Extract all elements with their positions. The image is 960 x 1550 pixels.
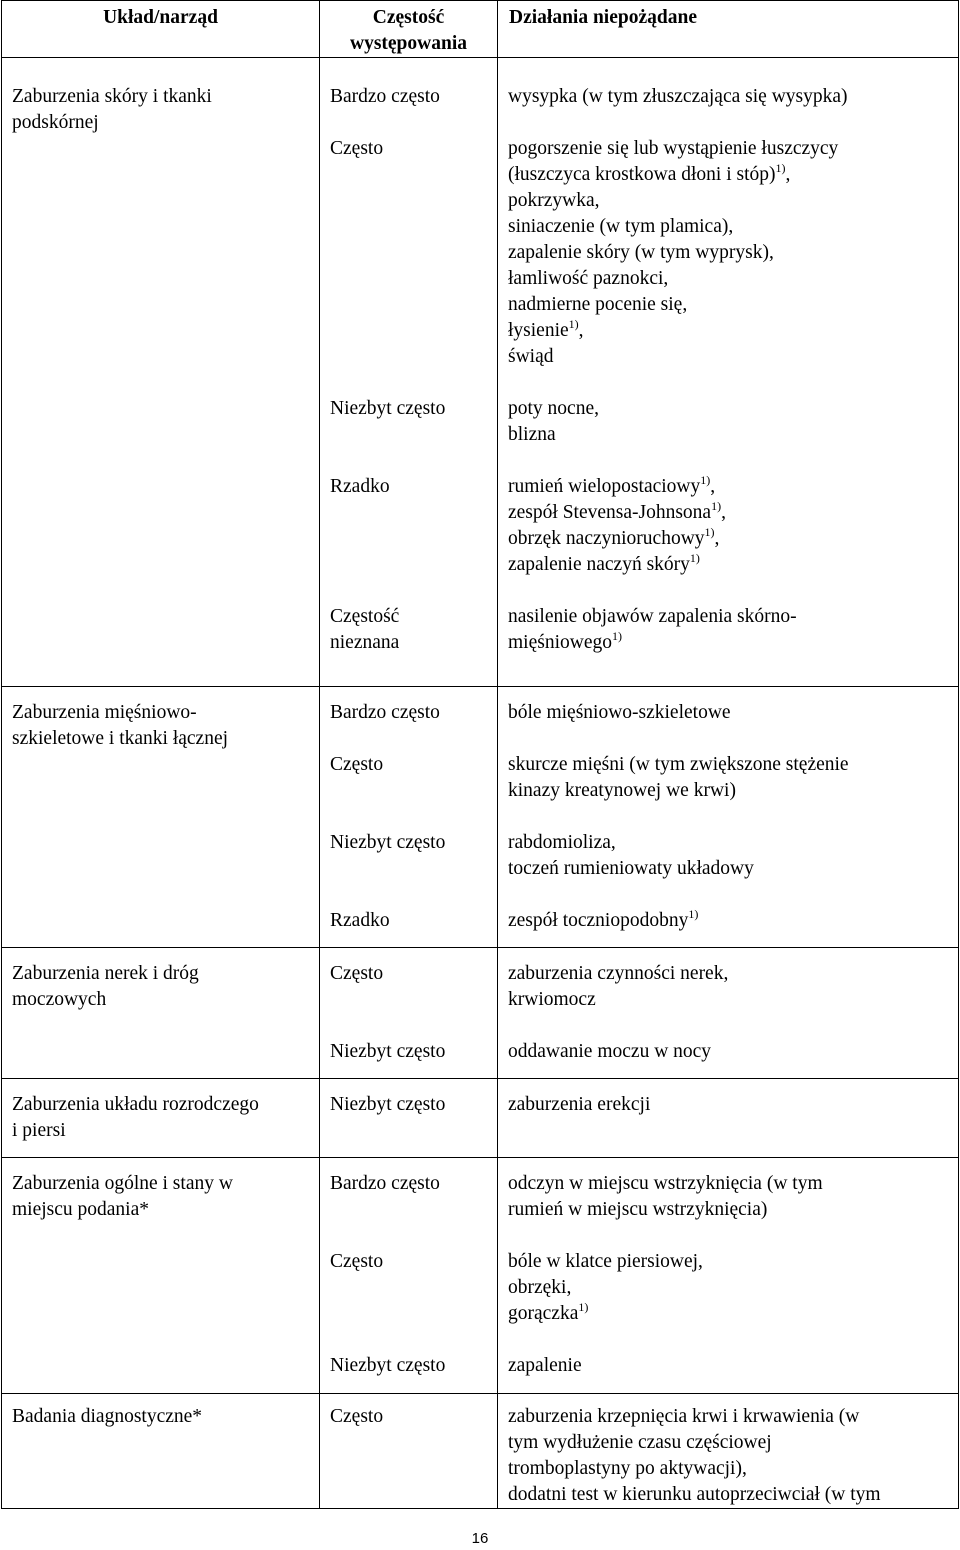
frequency-group [320, 84, 497, 110]
frequency-label: nieznana [330, 632, 400, 653]
adverse-effect-line: dodatni test w kierunku autoprzeciwciał (w tym [508, 1484, 881, 1505]
adverse-effect-line: obrzęk naczynioruchowy$^{1)}$, [508, 525, 720, 549]
organ-system-cell [2, 1394, 320, 1509]
effects-cell [498, 1394, 959, 1509]
effects-group [498, 474, 958, 578]
frequency-label: Bardzo często [330, 86, 440, 107]
organ-system-line: Zaburzenia nerek i dróg [12, 963, 199, 984]
adverse-effect-line: pogorszenie się lub wystąpienie łuszczycy [508, 138, 839, 159]
table-row [2, 1079, 959, 1158]
adverse-effect-line: zaburzenia krzepnięcia krwi i krwawienia (w [508, 1406, 860, 1427]
adverse-effect-line: rumień wielopostaciowy$^{1)}$, [508, 473, 716, 497]
adverse-effect-line: zespół toczniopodobny$^{1)}$ [508, 907, 699, 931]
footnote-marker: 1) [700, 473, 711, 487]
effects-group [498, 961, 958, 1013]
adverse-effect-line: tromboplastyny po aktywacji), [508, 1458, 747, 1479]
organ-system-line: podskórnej [12, 112, 99, 133]
adverse-effect-line: zaburzenia czynności nerek, [508, 963, 729, 984]
adverse-effect-line: (łuszczyca krostkowa dłoni i stóp)$^{1)}$, [508, 161, 791, 185]
adverse-effect-line: zapalenie skóry (w tym wyprysk), [508, 242, 774, 263]
effects-group [498, 84, 958, 110]
adverse-effect-line: krwiomocz [508, 989, 596, 1010]
frequency-label: Bardzo często [330, 1173, 440, 1194]
header-effects: Działania niepożądane [498, 1, 959, 58]
frequency-group [320, 908, 497, 934]
frequency-group [320, 1092, 497, 1118]
frequency-group [320, 604, 497, 656]
organ-system-line: szkieletowe i tkanki łącznej [12, 728, 229, 749]
frequency-label: Niezbyt często [330, 1041, 446, 1062]
header-organ: Układ/narząd [2, 1, 320, 58]
frequency-label: Bardzo często [330, 702, 440, 723]
frequency-group [320, 700, 497, 726]
table-row [2, 687, 959, 948]
effects-group [498, 1092, 958, 1118]
adverse-effect-line: poty nocne, [508, 398, 599, 419]
page-number: 16 [471, 1530, 489, 1547]
adverse-effects-table [1, 0, 959, 1509]
effects-group [498, 908, 958, 934]
frequency-group [320, 1249, 497, 1327]
frequency-group [320, 1039, 497, 1065]
adverse-effect-line: zapalenie naczyń skóry$^{1)}$ [508, 551, 700, 575]
effects-cell [498, 1079, 959, 1158]
adverse-effect-line: tym wydłużenie czasu częściowej [508, 1432, 772, 1453]
table-row [2, 1394, 959, 1509]
effects-group [498, 830, 958, 882]
organ-system-cell [2, 1158, 320, 1394]
frequency-group [320, 752, 497, 804]
frequency-cell [320, 1158, 498, 1394]
adverse-effect-line: bóle mięśniowo-szkieletowe [508, 702, 731, 723]
adverse-effect-line: siniaczenie (w tym plamica), [508, 216, 734, 237]
adverse-effect-line: zespół Stevensa-Johnsona$^{1)}$, [508, 499, 726, 523]
organ-system-cell [2, 58, 320, 687]
frequency-label: Niezbyt często [330, 1355, 446, 1376]
adverse-effect-line: gorączka$^{1)}$ [508, 1300, 589, 1324]
adverse-effect-line: skurcze mięśni (w tym zwiększone stężenie [508, 754, 849, 775]
footnote-marker: 1) [689, 551, 700, 565]
organ-system-line: Zaburzenia układu rozrodczego [12, 1094, 259, 1115]
adverse-effect-line: bóle w klatce piersiowej, [508, 1251, 703, 1272]
frequency-label: Rzadko [330, 910, 390, 931]
table-row [2, 948, 959, 1079]
adverse-effect-line: kinazy kreatynowej we krwi) [508, 780, 736, 801]
effects-cell [498, 1158, 959, 1394]
adverse-effect-line: pokrzywka, [508, 190, 600, 211]
adverse-effect-line: blizna [508, 424, 556, 445]
frequency-label: Często [330, 1251, 384, 1272]
effects-group [498, 1171, 958, 1223]
footnote-marker: 1) [704, 525, 715, 539]
table-row [2, 1158, 959, 1394]
frequency-group [320, 474, 497, 578]
frequency-label: Często [330, 963, 384, 984]
organ-system-line: i piersi [12, 1120, 66, 1141]
frequency-group [320, 136, 497, 370]
frequency-label: Częstość [330, 606, 400, 627]
effects-group [498, 752, 958, 804]
organ-system-cell [2, 948, 320, 1079]
adverse-effect-line: wysypka (w tym złuszczająca się wysypka) [508, 86, 848, 107]
frequency-label: Niezbyt często [330, 1094, 446, 1115]
footnote-marker: 1) [611, 629, 622, 643]
effects-cell [498, 687, 959, 948]
table-header-row [2, 1, 959, 58]
adverse-effect-line: toczeń rumieniowaty układowy [508, 858, 754, 879]
header-frequency [320, 1, 498, 58]
footnote-marker: 1) [711, 499, 722, 513]
header-frequency-line1: Częstość [372, 7, 445, 28]
organ-system-line: Zaburzenia skóry i tkanki [12, 86, 212, 107]
adverse-effect-line: nasilenie objawów zapalenia skórno- [508, 606, 797, 627]
effects-group [498, 604, 958, 656]
organ-system-line: miejscu podania* [12, 1199, 150, 1220]
effects-group [498, 1353, 958, 1379]
frequency-group [320, 830, 497, 882]
header-frequency-line2: występowania [349, 33, 467, 54]
frequency-label: Często [330, 138, 384, 159]
effects-group [498, 700, 958, 726]
frequency-cell [320, 687, 498, 948]
effects-group [498, 1249, 958, 1327]
adverse-effect-line: mięśniowego$^{1)}$ [508, 629, 622, 653]
organ-system-cell [2, 1079, 320, 1158]
adverse-effect-line: łamliwość paznokci, [508, 268, 669, 289]
adverse-effect-line: zaburzenia erekcji [508, 1094, 651, 1115]
adverse-effect-line: świąd [508, 346, 554, 367]
effects-group [498, 1039, 958, 1065]
organ-system-line: Zaburzenia mięśniowo- [12, 702, 197, 723]
frequency-cell [320, 948, 498, 1079]
effects-group [498, 396, 958, 448]
frequency-group [320, 396, 497, 448]
adverse-effect-line: zapalenie [508, 1355, 582, 1376]
adverse-effect-line: rumień w miejscu wstrzyknięcia) [508, 1199, 768, 1220]
adverse-effect-line: odczyn w miejscu wstrzyknięcia (w tym [508, 1173, 823, 1194]
organ-system-line: moczowych [12, 989, 107, 1010]
frequency-label: Niezbyt często [330, 398, 446, 419]
effects-cell [498, 58, 959, 687]
frequency-group [320, 1171, 497, 1223]
frequency-label: Często [330, 1406, 384, 1427]
organ-system-line: Badania diagnostyczne* [12, 1406, 203, 1427]
footnote-marker: 1) [775, 161, 786, 175]
frequency-label: Rzadko [330, 476, 390, 497]
frequency-group [320, 961, 497, 1013]
adverse-effect-line: obrzęki, [508, 1277, 572, 1298]
organ-system-cell [2, 687, 320, 948]
frequency-group [320, 1404, 497, 1508]
frequency-label: Niezbyt często [330, 832, 446, 853]
frequency-group [320, 1353, 497, 1379]
adverse-effect-line: rabdomioliza, [508, 832, 616, 853]
effects-cell [498, 948, 959, 1079]
footnote-marker: 1) [568, 317, 579, 331]
adverse-effect-line: nadmierne pocenie się, [508, 294, 688, 315]
adverse-effect-line: oddawanie moczu w nocy [508, 1041, 712, 1062]
adverse-effect-line: łysienie$^{1)}$, [508, 317, 584, 341]
table-body [2, 58, 959, 1509]
footnote-marker: 1) [578, 1300, 589, 1314]
footnote-marker: 1) [688, 907, 699, 921]
table-row [2, 58, 959, 687]
frequency-label: Często [330, 754, 384, 775]
effects-group [498, 136, 958, 370]
effects-group [498, 1404, 958, 1508]
frequency-cell [320, 1394, 498, 1509]
frequency-cell [320, 58, 498, 687]
organ-system-line: Zaburzenia ogólne i stany w [12, 1173, 233, 1194]
frequency-cell [320, 1079, 498, 1158]
